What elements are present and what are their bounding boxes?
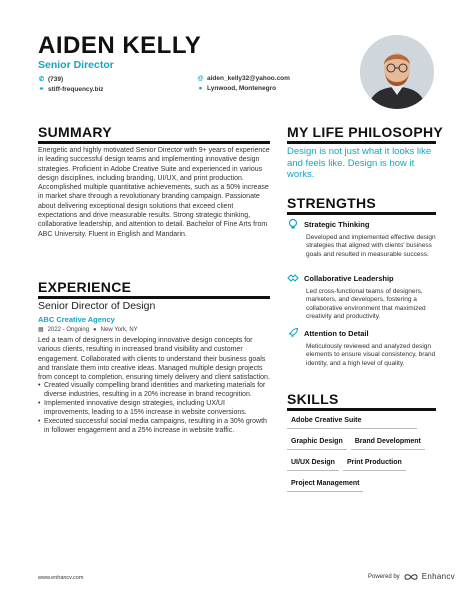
footer-brand[interactable] [368,572,455,581]
company-name: ABC Creative Agency [38,315,115,324]
strength-item [287,272,437,321]
job-bullets [38,381,270,435]
powered-by-label: Powered by [368,573,400,580]
skill-tag: Graphic Design [287,435,347,450]
skills-list [287,414,447,492]
brand-name: Enhancv [421,572,455,581]
rocket-icon [287,327,299,339]
skills-divider [287,408,436,411]
job-meta [38,326,138,333]
strength-desc: Led cross-functional teams of designers, marketers, and developers, fostering a collaborative environment that maximized creativity and productivity. [306,288,426,320]
experience-divider [38,296,270,299]
calendar-icon: ▦ [38,327,44,333]
skills-heading: SKILLS [287,391,339,407]
job-location: New York, NY [100,326,138,333]
philosophy-heading: MY LIFE PHILOSOPHY [287,124,444,140]
list-item: • Executed successful social media campaigns, resulting in a 30% growth in follower engagement and a 25% increase in website traffic. [38,417,270,435]
handshake-icon [287,272,299,284]
philosophy-divider [287,141,436,144]
contact-email[interactable]: @ aiden_kelly32@yahoo.com [197,75,290,82]
strengths-heading: STRENGTHS [287,195,377,211]
contact-website[interactable]: ⚭ stiff-frequency.biz [38,85,104,93]
contact-location: ● Lynwood, Montenegro [198,85,277,92]
strength-name: Attention to Detail [304,328,369,338]
contact-phone: ✆ (739) [38,75,64,83]
strength-name: Collaborative Leadership [304,273,394,283]
summary-heading: SUMMARY [38,124,112,140]
list-item: • Created visually compelling brand identities and marketing materials for diverse industries, resulting in a 20% increase in brand recognition. [38,381,270,399]
job-dates: 2022 - Ongoing [47,326,90,333]
job-title: Senior Director of Design [38,300,156,312]
phone-icon: ✆ [38,76,45,83]
skill-tag: Print Production [343,456,406,471]
skill-tag: Adobe Creative Suite [287,414,417,429]
avatar [360,35,434,109]
map-pin-icon: ● [198,85,203,92]
skill-tag: UI/UX Design [287,456,339,471]
philosophy-quote: Design is not just what it looks like and feels like. Design is how it works. [287,146,432,180]
summary-divider [38,141,270,144]
summary-text: Energetic and highly motivated Senior Director with 9+ years of experience in leading successful design teams and implementing innovative design strategies. Proficient in Adobe Creative Suite and experienced in various design disciplines, including branding, UI/UX, and print production. Accomplished multiple quantitative achievements, such as a 50% increase in market share through a revolutionary branding campaign. Passionate about delivering exceptional design solutions that exceed client expectations and drive measurable results. Strong strategic thinking, collaborative leadership, and attention to detail. Bachelor of Fine Arts from ABC University. Fluent in English and Mandarin. [38,147,270,238]
experience-heading: EXPERIENCE [38,279,132,295]
strengths-divider [287,212,436,215]
strength-item [287,327,437,368]
map-pin-icon: ● [93,326,97,333]
list-item: • Implemented innovative design strategies, including UX/UI improvements, leading to a 15% increase in website conversions. [38,399,270,417]
link-icon: ⚭ [38,86,45,93]
strength-name: Strategic Thinking [304,219,370,229]
candidate-title: Senior Director [38,59,114,71]
enhancv-logo-icon [404,573,418,581]
bulb-icon [287,218,299,230]
candidate-name: AIDEN KELLY [38,32,202,59]
at-icon: @ [197,75,204,82]
strength-desc: Meticulously reviewed and analyzed design elements to ensure visual consistency, brand identity, and a high level of quality. [306,343,436,367]
job-description: Led a team of designers in developing innovative design concepts for various clients, resulting in increased brand visibility and customer engagement. Collaborated with clients to understand their business goals and translate them into creative ideas. Managed multiple design projects from concept to completion, ensuring timely delivery and client satisfaction. [38,337,270,382]
strength-desc: Developed and implemented effective design strategies that aligned with clients' business goals and resulted in measurable success. [306,234,436,258]
strength-item [287,218,437,259]
skill-tag: Brand Development [351,435,425,450]
footer-website[interactable]: www.enhancv.com [38,575,84,581]
skill-tag: Project Management [287,477,363,492]
